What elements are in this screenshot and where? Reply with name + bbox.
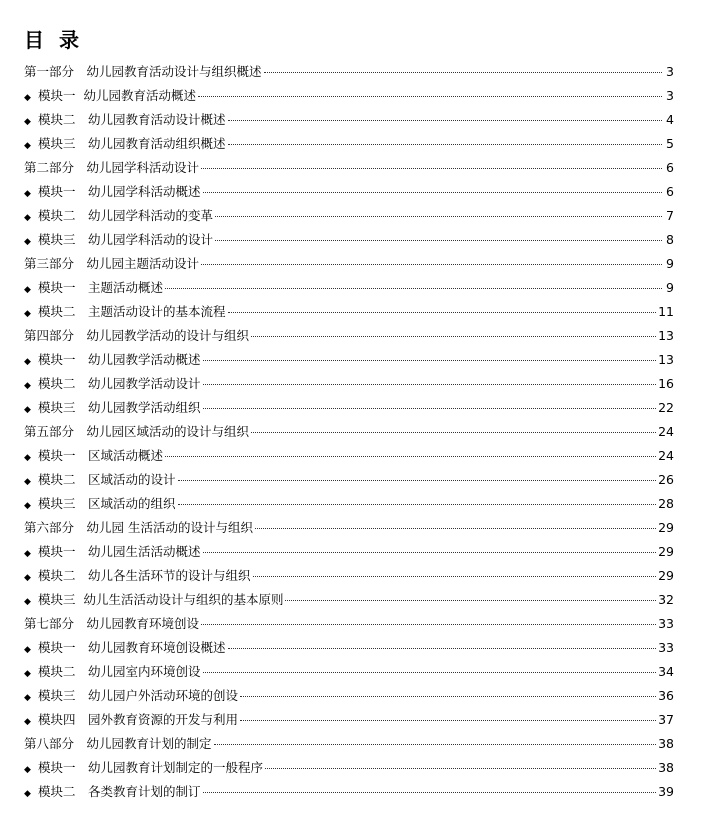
toc-module-entry — [24, 348, 674, 372]
toc-part-entry — [24, 60, 674, 84]
toc-page-number: 6 — [666, 160, 674, 175]
dot-leader — [203, 672, 657, 673]
diamond-bullet-icon: ◆ — [24, 357, 31, 367]
diamond-bullet-icon: ◆ — [24, 501, 31, 511]
toc-page-number: 22 — [658, 400, 674, 415]
diamond-bullet-icon: ◆ — [24, 453, 31, 463]
toc-entry-label: 模块三 幼儿园学科活动的设计 — [38, 232, 214, 247]
toc-part-entry — [24, 516, 674, 540]
dot-leader — [203, 192, 662, 193]
diamond-bullet-icon: ◆ — [24, 645, 31, 655]
toc-page-number: 24 — [658, 424, 674, 439]
diamond-bullet-icon: ◆ — [24, 669, 31, 679]
toc-entry-label: 第八部分 幼儿园教育计划的制定 — [24, 736, 212, 751]
toc-entry-label: 第六部分 幼儿园 生活活动的设计与组织 — [24, 520, 253, 535]
dot-leader — [264, 72, 662, 73]
toc-page-number: 13 — [658, 352, 674, 367]
toc-page-number: 33 — [658, 616, 674, 631]
dot-leader — [203, 360, 657, 361]
toc-entry-label: 第五部分 幼儿园区域活动的设计与组织 — [24, 424, 250, 439]
diamond-bullet-icon: ◆ — [24, 405, 31, 415]
toc-page-number: 13 — [658, 328, 674, 343]
toc-entry-label: 模块二 各类教育计划的制订 — [38, 784, 201, 799]
toc-page-number: 29 — [658, 520, 674, 535]
dot-leader — [228, 312, 657, 313]
dot-leader — [203, 552, 657, 553]
diamond-bullet-icon: ◆ — [24, 477, 31, 487]
dot-leader — [228, 120, 662, 121]
toc-page-number: 38 — [658, 760, 674, 775]
dot-leader — [165, 456, 656, 457]
toc-page-number: 6 — [666, 184, 674, 199]
toc-entry-label: 模块三 幼儿生活活动设计与组织的基本原则 — [38, 592, 284, 607]
diamond-bullet-icon: ◆ — [24, 309, 31, 319]
dot-leader — [214, 744, 657, 745]
dot-leader — [201, 624, 656, 625]
toc-module-entry — [24, 684, 674, 708]
dot-leader — [178, 504, 657, 505]
toc-entry-label: 模块三 幼儿园教学活动组织 — [38, 400, 201, 415]
diamond-bullet-icon: ◆ — [24, 285, 31, 295]
toc-page-number: 26 — [658, 472, 674, 487]
diamond-bullet-icon: ◆ — [24, 549, 31, 559]
toc-part-entry — [24, 612, 674, 636]
dot-leader — [251, 336, 656, 337]
dot-leader — [198, 96, 662, 97]
toc-module-entry — [24, 228, 674, 252]
toc-module-entry — [24, 300, 674, 324]
diamond-bullet-icon: ◆ — [24, 213, 31, 223]
toc-module-entry — [24, 492, 674, 516]
diamond-bullet-icon: ◆ — [24, 573, 31, 583]
toc-page-number: 28 — [658, 496, 674, 511]
toc-entry-label: 模块二 幼儿园教育活动设计概述 — [38, 112, 226, 127]
diamond-bullet-icon: ◆ — [24, 381, 31, 391]
toc-page-number: 33 — [658, 640, 674, 655]
toc-entry-label: 模块二 主题活动设计的基本流程 — [38, 304, 226, 319]
toc-page-number: 38 — [658, 736, 674, 751]
toc-entry-label: 模块一 幼儿园生活活动概述 — [38, 544, 201, 559]
toc-module-entry — [24, 84, 674, 108]
dot-leader — [285, 600, 656, 601]
toc-entry-label: 模块一 区域活动概述 — [38, 448, 164, 463]
toc-page-number: 5 — [666, 136, 674, 151]
toc-entry-label: 第三部分 幼儿园主题活动设计 — [24, 256, 200, 271]
toc-entry-label: 模块二 幼儿各生活环节的设计与组织 — [38, 568, 251, 583]
toc-module-entry — [24, 132, 674, 156]
toc-page-number: 36 — [658, 688, 674, 703]
toc-page-number: 37 — [658, 712, 674, 727]
diamond-bullet-icon: ◆ — [24, 117, 31, 127]
toc-module-entry — [24, 636, 674, 660]
toc-module-entry — [24, 372, 674, 396]
diamond-bullet-icon: ◆ — [24, 789, 31, 799]
toc-module-entry — [24, 588, 674, 612]
toc-part-entry — [24, 420, 674, 444]
dot-leader — [203, 384, 657, 385]
toc-page-number: 29 — [658, 544, 674, 559]
toc-page-number: 3 — [666, 64, 674, 79]
toc-entry-label: 模块三 幼儿园户外活动环境的创设 — [38, 688, 239, 703]
toc-entry-label: 模块二 区域活动的设计 — [38, 472, 176, 487]
diamond-bullet-icon: ◆ — [24, 93, 31, 103]
toc-page-number: 32 — [658, 592, 674, 607]
toc-entry-label: 第四部分 幼儿园教学活动的设计与组织 — [24, 328, 250, 343]
dot-leader — [215, 216, 662, 217]
toc-entry-label: 模块二 幼儿园室内环境创设 — [38, 664, 201, 679]
toc-entry-label: 模块一 幼儿园教育环境创设概述 — [38, 640, 226, 655]
toc-module-entry — [24, 444, 674, 468]
toc-title: 目 录 — [24, 28, 83, 52]
dot-leader — [201, 264, 662, 265]
dot-leader — [203, 408, 657, 409]
diamond-bullet-icon: ◆ — [24, 189, 31, 199]
toc-entry-label: 模块一 幼儿园教育活动概述 — [38, 88, 196, 103]
toc-page-number: 9 — [666, 256, 674, 271]
toc-entry-label: 模块三 区域活动的组织 — [38, 496, 176, 511]
toc-module-entry — [24, 204, 674, 228]
diamond-bullet-icon: ◆ — [24, 765, 31, 775]
toc-entry-label: 模块一 幼儿园教学活动概述 — [38, 352, 201, 367]
toc-module-entry — [24, 180, 674, 204]
toc-entry-label: 第二部分 幼儿园学科活动设计 — [24, 160, 200, 175]
toc-page-number: 34 — [658, 664, 674, 679]
dot-leader — [201, 168, 662, 169]
toc-entry-label: 模块一 主题活动概述 — [38, 280, 164, 295]
dot-leader — [228, 648, 657, 649]
toc-module-entry — [24, 276, 674, 300]
toc-part-entry — [24, 156, 674, 180]
dot-leader — [251, 432, 656, 433]
toc-page-number: 39 — [658, 784, 674, 799]
dot-leader — [178, 480, 657, 481]
toc-module-entry — [24, 396, 674, 420]
dot-leader — [265, 768, 656, 769]
toc-page-number: 4 — [666, 112, 674, 127]
toc-list — [24, 60, 674, 804]
toc-page-number: 16 — [658, 376, 674, 391]
toc-module-entry — [24, 660, 674, 684]
toc-page-number: 7 — [666, 208, 674, 223]
toc-module-entry — [24, 564, 674, 588]
dot-leader — [228, 144, 662, 145]
dot-leader — [165, 288, 662, 289]
dot-leader — [203, 792, 657, 793]
dot-leader — [253, 576, 657, 577]
toc-page-number: 9 — [666, 280, 674, 295]
diamond-bullet-icon: ◆ — [24, 237, 31, 247]
toc-entry-label: 模块二 幼儿园教学活动设计 — [38, 376, 201, 391]
toc-page-number: 29 — [658, 568, 674, 583]
toc-part-entry — [24, 732, 674, 756]
toc-module-entry — [24, 756, 674, 780]
toc-entry-label: 模块三 幼儿园教育活动组织概述 — [38, 136, 226, 151]
toc-page-number: 8 — [666, 232, 674, 247]
diamond-bullet-icon: ◆ — [24, 597, 31, 607]
diamond-bullet-icon: ◆ — [24, 141, 31, 151]
toc-page-number: 11 — [658, 304, 674, 319]
dot-leader — [240, 720, 656, 721]
toc-module-entry — [24, 108, 674, 132]
toc-entry-label: 第一部分 幼儿园教育活动设计与组织概述 — [24, 64, 262, 79]
toc-entry-label: 第七部分 幼儿园教育环境创设 — [24, 616, 200, 631]
diamond-bullet-icon: ◆ — [24, 717, 31, 727]
toc-entry-label: 模块一 幼儿园学科活动概述 — [38, 184, 201, 199]
toc-entry-label: 模块二 幼儿园学科活动的变革 — [38, 208, 214, 223]
dot-leader — [255, 528, 656, 529]
toc-module-entry — [24, 468, 674, 492]
toc-module-entry — [24, 708, 674, 732]
toc-page-number: 3 — [666, 88, 674, 103]
toc-part-entry — [24, 252, 674, 276]
toc-module-entry — [24, 780, 674, 804]
dot-leader — [215, 240, 662, 241]
toc-part-entry — [24, 324, 674, 348]
toc-entry-label: 模块一 幼儿园教育计划制定的一般程序 — [38, 760, 264, 775]
diamond-bullet-icon: ◆ — [24, 693, 31, 703]
toc-entry-label: 模块四 园外教育资源的开发与利用 — [38, 712, 239, 727]
toc-page-number: 24 — [658, 448, 674, 463]
toc-module-entry — [24, 540, 674, 564]
dot-leader — [240, 696, 656, 697]
